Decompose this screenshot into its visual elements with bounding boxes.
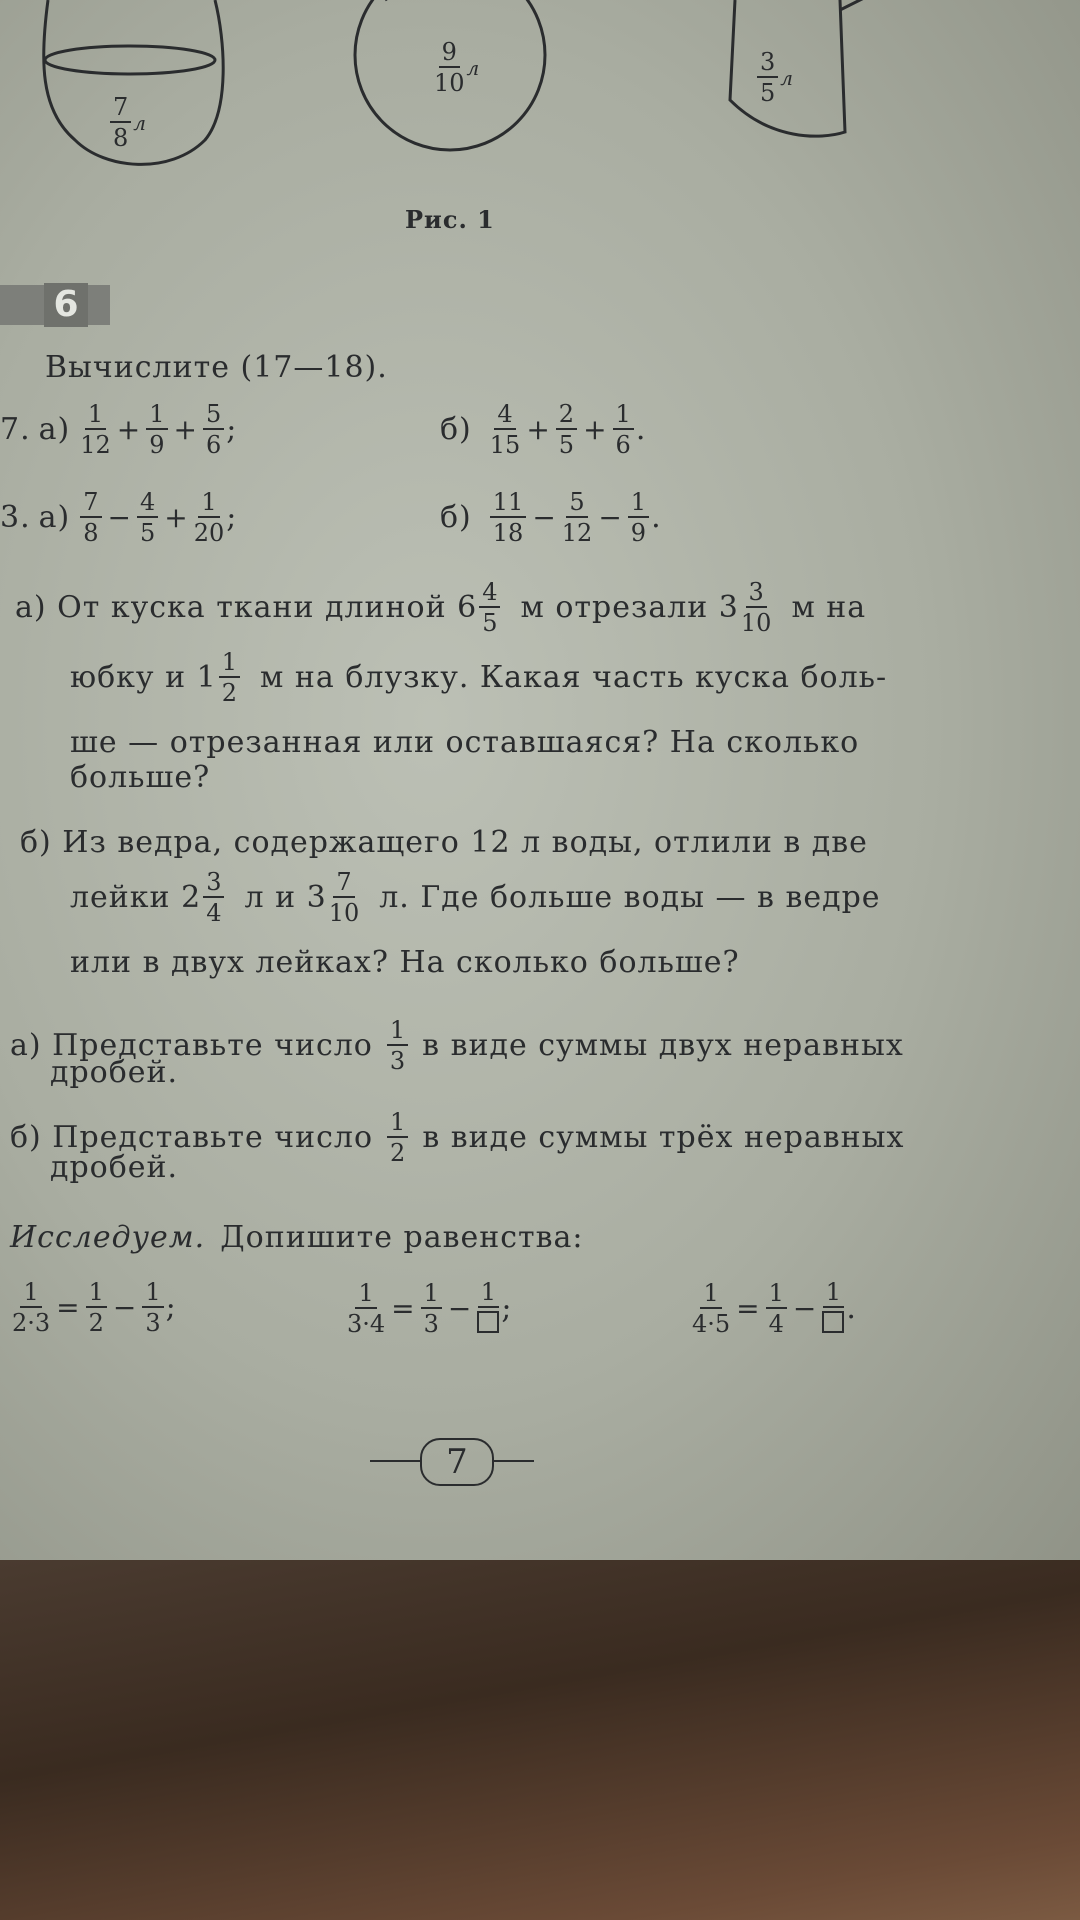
page-number: 7 xyxy=(420,1438,494,1486)
instruction-text: Вычислите (17—18). xyxy=(45,350,388,385)
section-number: 6 xyxy=(44,283,88,327)
page-number-line-right xyxy=(494,1460,534,1462)
exercise-19b-line3: или в двух лейках? На сколько больше? xyxy=(70,945,740,980)
ball-volume-label: $\frac{9}{10}$ л xyxy=(434,38,481,97)
exercise-17b: б) $\frac{4}{15}$ + $\frac{2}{5}$ + $\frac{1}{6}$ . xyxy=(440,400,647,459)
figure-vessels xyxy=(0,0,1080,190)
equation-3: $\frac{1}{4\cdot 5}$ = $\frac{1}{4}$ − 1 . xyxy=(692,1278,857,1338)
jug-handle xyxy=(840,0,870,10)
exercise-19b-line2: лейки 2 $\frac{3}{4}$ л и 3 $\frac{7}{10}$ л. Где больше воды — в ведре xyxy=(70,868,881,927)
exercise-18a: 3. а) $\frac{7}{8}$ − $\frac{4}{5}$ + $\frac{1}{20}$ ; xyxy=(0,488,238,547)
figure-caption: Рис. 1 xyxy=(405,205,495,234)
exercise-20b-line2: дробей. xyxy=(50,1150,179,1185)
exercise-19a-line2: юбку и 1 $\frac{1}{2}$ м на блузку. Какая часть куска боль- xyxy=(70,648,888,707)
exercise-21-heading: Исследуем. Допишите равенства: xyxy=(10,1220,584,1255)
exercise-19a-line4: больше? xyxy=(70,760,211,795)
page-number-line-left xyxy=(370,1460,420,1462)
exercise-19b-line1: б) Из ведра, содержащего 12 л воды, отлили в две xyxy=(20,825,868,860)
exercise-17a: 7. а) $\frac{1}{12}$ + $\frac{1}{9}$ + $\frac{5}{6}$ ; xyxy=(0,400,238,459)
exercise-20a-line1: а) Представьте число $\frac{1}{3}$ в виде суммы двух неравных xyxy=(10,1016,904,1075)
flask-water-level xyxy=(45,46,215,74)
equation-2: $\frac{1}{3\cdot 4}$ = $\frac{1}{3}$ − 1 ; xyxy=(347,1278,513,1338)
answer-box[interactable] xyxy=(822,1311,844,1333)
jug-volume-label: $\frac{3}{5}$ л xyxy=(755,50,794,105)
answer-box[interactable] xyxy=(477,1311,499,1333)
exercise-19a-line3: ше — отрезанная или оставшаяся? На сколько xyxy=(70,725,860,760)
table-surface xyxy=(0,1560,1080,1920)
exercise-19a-line1: а) От куска ткани длиной 6 $\frac{4}{5}$ м отрезали 3 $\frac{3}{10}$ м на xyxy=(15,578,867,637)
exercise-18b: б) $\frac{11}{18}$ − $\frac{5}{12}$ − $\frac{1}{9}$ . xyxy=(440,488,662,547)
flask-volume-label: $\frac{7}{8}$ л xyxy=(108,95,147,150)
equation-1: $\frac{1}{2\cdot 3}$ = $\frac{1}{2}$ − $\frac{1}{3}$ ; xyxy=(12,1278,177,1337)
exercise-20a-line2: дробей. xyxy=(50,1055,179,1090)
exercise-20b-line1: б) Представьте число $\frac{1}{2}$ в виде суммы трёх неравных xyxy=(10,1108,905,1167)
